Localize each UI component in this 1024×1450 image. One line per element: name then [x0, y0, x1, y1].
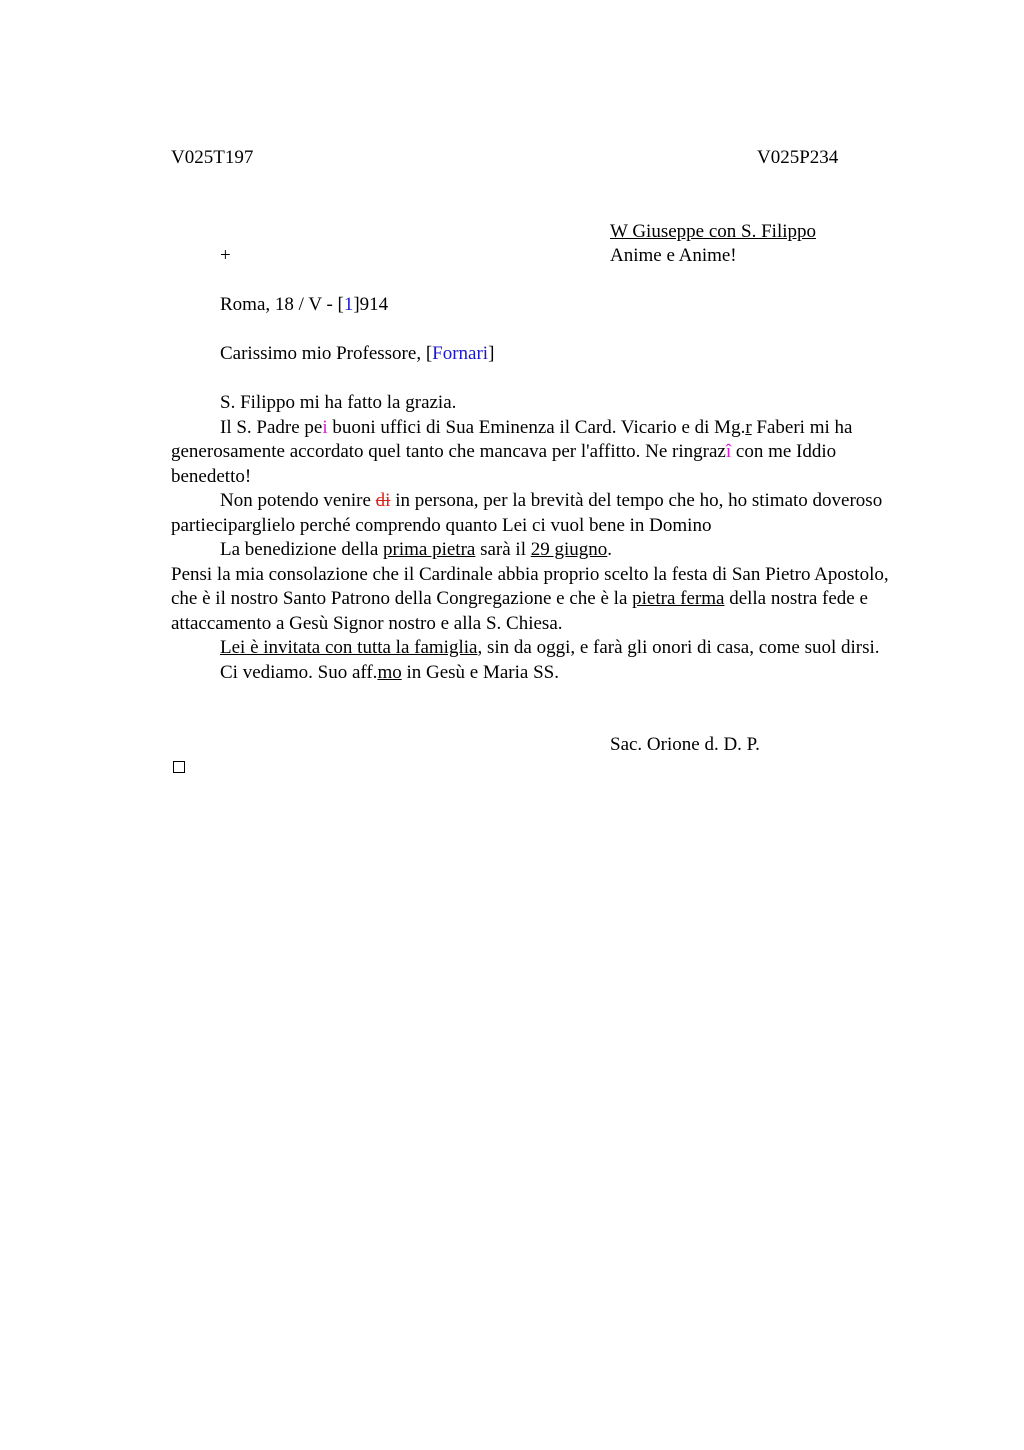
letter-date: [220, 293, 388, 317]
paragraph-3: [171, 489, 911, 538]
motto-line-2: Anime e Anime!: [610, 245, 737, 266]
salutation-suffix: ]: [488, 343, 495, 364]
p6-underlined: Lei è invitata con tutta la famiglia: [220, 637, 478, 658]
paragraph-5: [171, 563, 911, 637]
paragraph-7: [171, 661, 911, 686]
p5-text-a: Pensi la mia consolazione che il Cardinale abbia proprio scelto la festa di San Pietro Apostolo, che è il nostro Santo Patrono della Congregazione e che è la: [171, 563, 889, 609]
paragraph-2: [171, 416, 911, 490]
p2-editorial-accent: î: [725, 441, 732, 462]
paragraph-6: [171, 636, 911, 661]
p5-text-b: della nostra fede e attaccamento a Gesù Signor nostro e alla S. Chiesa.: [171, 588, 868, 634]
salutation-prefix: Carissimo mio Professore, [: [220, 343, 433, 364]
date-prefix: Roma, 18 / V - [: [220, 294, 344, 315]
document-code-right: V025P234: [757, 147, 839, 168]
date-editorial-digit: 1: [343, 294, 354, 315]
p4-underlined-2: 29 giugno: [530, 539, 608, 560]
p4-text-b: sarà il: [475, 539, 531, 560]
motto-line-1: W Giuseppe con S. Filippo: [610, 221, 817, 242]
paragraph-4: [171, 538, 911, 563]
p2-superscript-r: r: [745, 416, 752, 438]
p4-underlined-1: prima pietra: [383, 539, 476, 560]
p6-text-b: , sin da oggi, e farà gli onori di casa, come suol dirsi.: [477, 637, 880, 658]
signature: Sac. Orione d. D. P.: [610, 734, 760, 755]
p3-deleted-word: di: [375, 490, 391, 511]
p4-text-c: .: [607, 539, 613, 560]
p3-text-a: Non potendo venire: [220, 490, 376, 511]
p7-underlined-mo: mo: [377, 661, 402, 683]
paragraph-1: S. Filippo mi ha fatto la grazia.: [220, 392, 457, 413]
end-marker-box: [173, 761, 185, 773]
p7-text-b: in Gesù e Maria SS.: [401, 661, 559, 683]
p2-text-d: con me Iddio benedetto!: [171, 441, 837, 487]
p7-text-a: Ci vediamo. Suo aff.: [220, 661, 378, 683]
letter-body: [171, 391, 911, 685]
salutation-editorial-name: Fornari: [432, 343, 489, 364]
p2-text-c: Faberi mi ha generosamente accordato quel tanto che mancava per l'affitto. Ne ringraz: [171, 416, 853, 462]
p2-text-b: buoni uffici di Sua Eminenza il Card. Vicario e di Mg.: [327, 416, 746, 438]
p3-text-b: in persona, per la brevità del tempo che ho, ho stimato doveroso partiecipargliel​o perché comprendo quanto Lei ci vuol bene in Domino: [171, 490, 883, 536]
date-suffix: ]914: [353, 294, 389, 315]
p5-underlined: pietra ferma: [632, 588, 725, 609]
p2-text-a: Il S. Padre pe: [220, 416, 323, 438]
p2-editorial-i: i: [322, 416, 328, 438]
cross-symbol: +: [220, 245, 231, 266]
p4-text-a: La benedizione della: [220, 539, 384, 560]
document-code-left: V025T197: [171, 147, 254, 168]
salutation: [220, 342, 494, 366]
